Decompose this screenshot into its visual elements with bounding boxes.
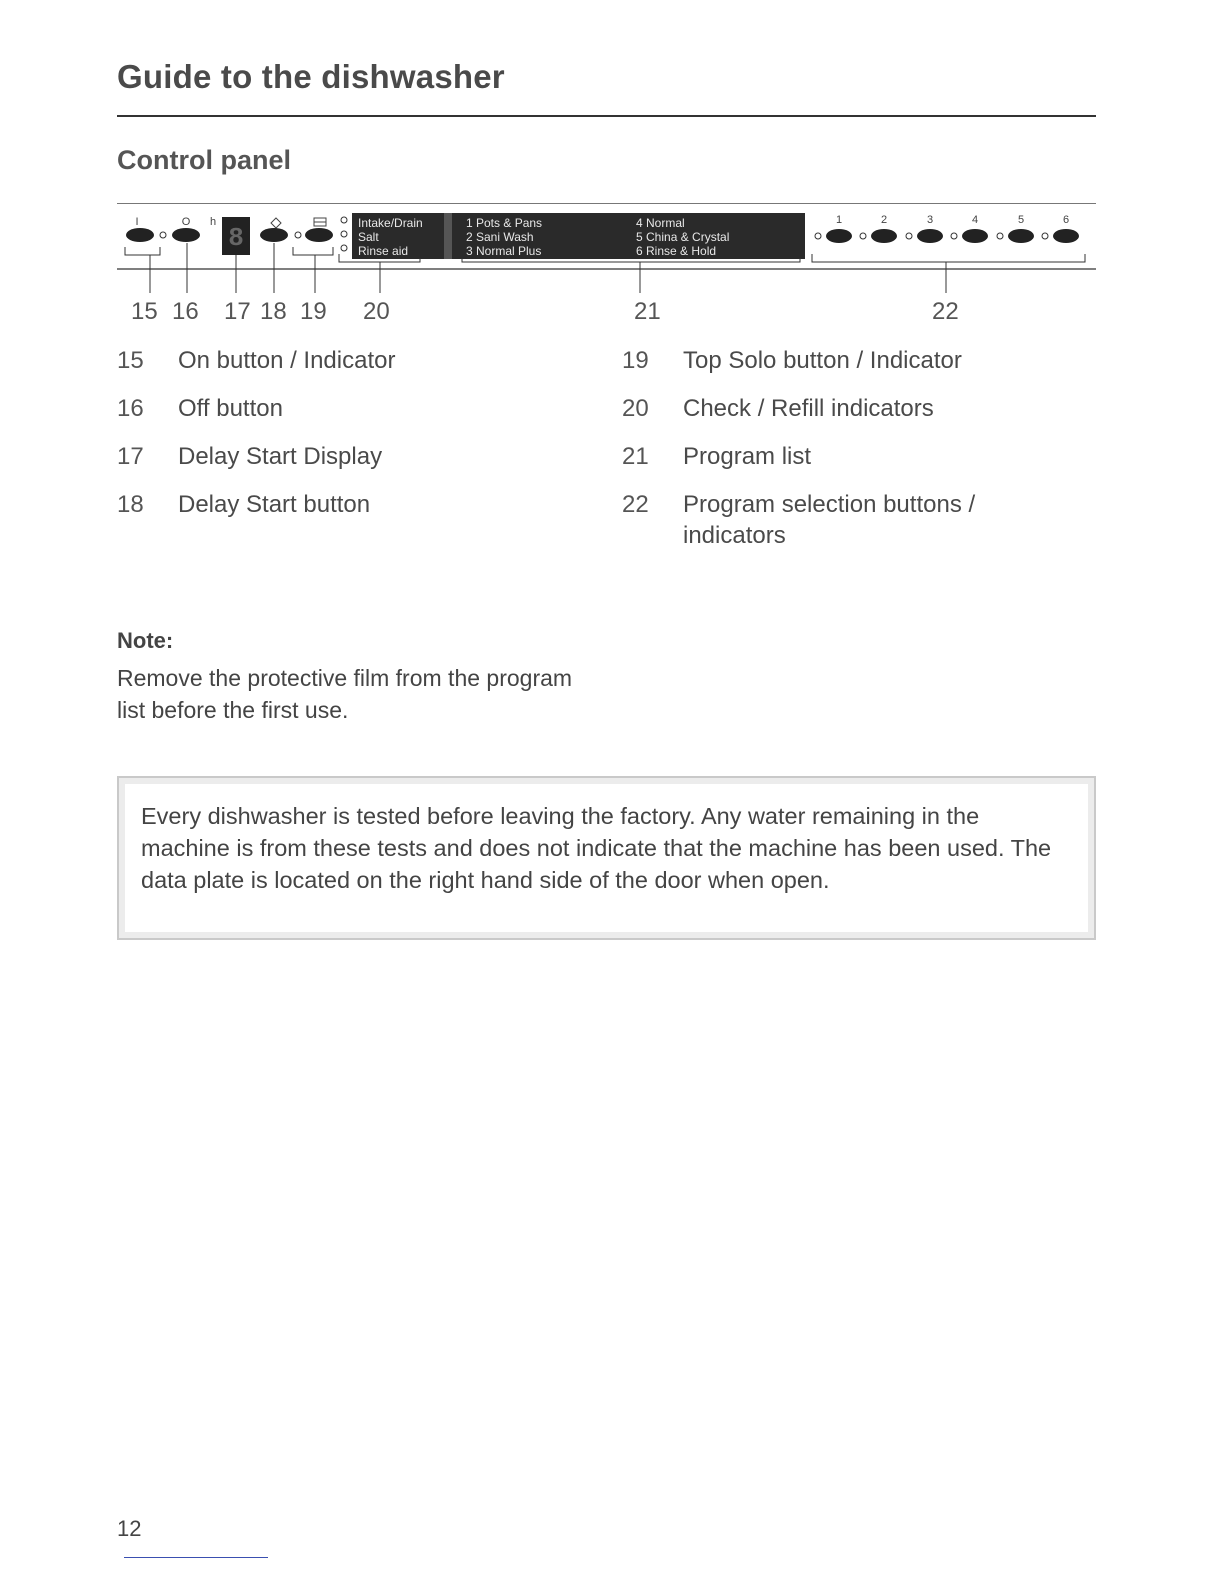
panel-top-rule [117,203,1096,204]
program-button-3[interactable] [917,229,943,243]
callout-16: 16 [172,298,199,325]
legend-num: 16 [117,395,144,422]
off-button[interactable] [172,228,200,242]
program-indicator-4 [951,233,957,239]
legend-item [117,441,587,472]
program-label-3: 3 Normal Plus [466,244,542,258]
program-label-5: 5 China & Crystal [636,230,730,244]
callout-19: 19 [300,298,327,325]
legend-text: Delay Start button [178,491,371,518]
callout-17: 17 [224,298,251,325]
program-indicator-3 [906,233,912,239]
legend-text: Program selection buttons / indicators [683,491,976,549]
strip-divider [444,213,452,259]
program-button-2[interactable] [871,229,897,243]
legend-left [117,345,587,537]
program-label-2: 2 Sani Wash [466,230,534,244]
check-label-rinse: Rinse aid [358,244,409,258]
legend-num: 21 [622,443,649,470]
display-digit: 8 [228,223,244,253]
legend-item [622,345,1022,376]
program-button-num-4: 4 [971,214,979,226]
control-panel-diagram [0,205,1224,300]
legend-item [117,393,587,424]
info-box-text: Every dishwasher is tested before leaving the factory. Any water remaining in the machine is from these tests and does not indicate that the machine has been used. The data plate is located on the right hand side of the door when open. [141,803,1052,893]
program-indicator-1 [815,233,821,239]
program-button-num-2: 2 [880,214,888,226]
delay-start-button[interactable] [260,228,288,242]
note-heading: Note: [117,628,174,653]
callout-18: 18 [260,298,287,325]
title-divider [117,115,1096,117]
legend-text: Check / Refill indicators [683,395,934,422]
legend-item [622,441,1022,472]
top-solo-bracket [293,247,333,255]
check-label-intake: Intake/Drain [358,216,423,230]
program-button-num-5: 5 [1017,214,1025,226]
legend-num: 18 [117,491,144,518]
program-buttons-bracket [812,254,1085,262]
on-symbol: I [135,216,139,228]
callout-22: 22 [932,298,959,325]
program-label-6: 6 Rinse & Hold [636,244,717,258]
program-button-1[interactable] [826,229,852,243]
note-body: Remove the protective film from the program list before the first use. [117,665,573,723]
program-button-num-6: 6 [1062,214,1070,226]
legend-num: 19 [622,347,649,374]
legend-text: On button / Indicator [178,347,396,374]
program-indicator-6 [1042,233,1048,239]
program-label-4: 4 Normal [636,216,685,230]
program-indicator-5 [997,233,1003,239]
legend-right [622,345,1022,568]
program-button-6[interactable] [1053,229,1079,243]
top-solo-button[interactable] [305,228,333,242]
program-buttons [815,214,1079,243]
diamond-arrow-icon [271,218,281,228]
legend-item [622,393,1022,424]
legend-text: Off button [178,395,283,422]
on-indicator [160,232,166,238]
off-symbol: O [181,216,191,228]
legend-num: 15 [117,347,144,374]
legend-item [117,345,587,376]
legend-num: 17 [117,443,144,470]
legend-text: Program list [683,443,812,470]
intake-drain-indicator [341,217,347,223]
legend-num: 22 [622,491,649,518]
program-label-1: 1 Pots & Pans [466,216,543,230]
program-button-num-1: 1 [835,214,843,226]
legend-text: Delay Start Display [178,443,383,470]
rinse-aid-indicator [341,245,347,251]
legend-item [622,489,1022,551]
on-button[interactable] [126,228,154,242]
check-label-salt: Salt [358,230,379,244]
page-title: Guide to the dishwasher [117,58,505,95]
on-bracket [125,247,160,255]
legend-item [117,489,587,520]
hours-symbol: h [209,216,217,228]
top-basket-icon [314,218,326,226]
program-button-5[interactable] [1008,229,1034,243]
info-box [117,776,1096,940]
footer-rule [124,1557,268,1558]
program-indicator-2 [860,233,866,239]
legend-num: 20 [622,395,649,422]
program-button-num-3: 3 [926,214,934,226]
legend-text: Top Solo button / Indicator [683,347,962,374]
callout-21: 21 [634,298,661,325]
callout-20: 20 [363,298,390,325]
top-solo-indicator [295,232,301,238]
program-button-4[interactable] [962,229,988,243]
callout-15: 15 [131,298,158,325]
section-title: Control panel [117,145,291,175]
page-number: 12 [117,1516,142,1541]
salt-indicator [341,231,347,237]
